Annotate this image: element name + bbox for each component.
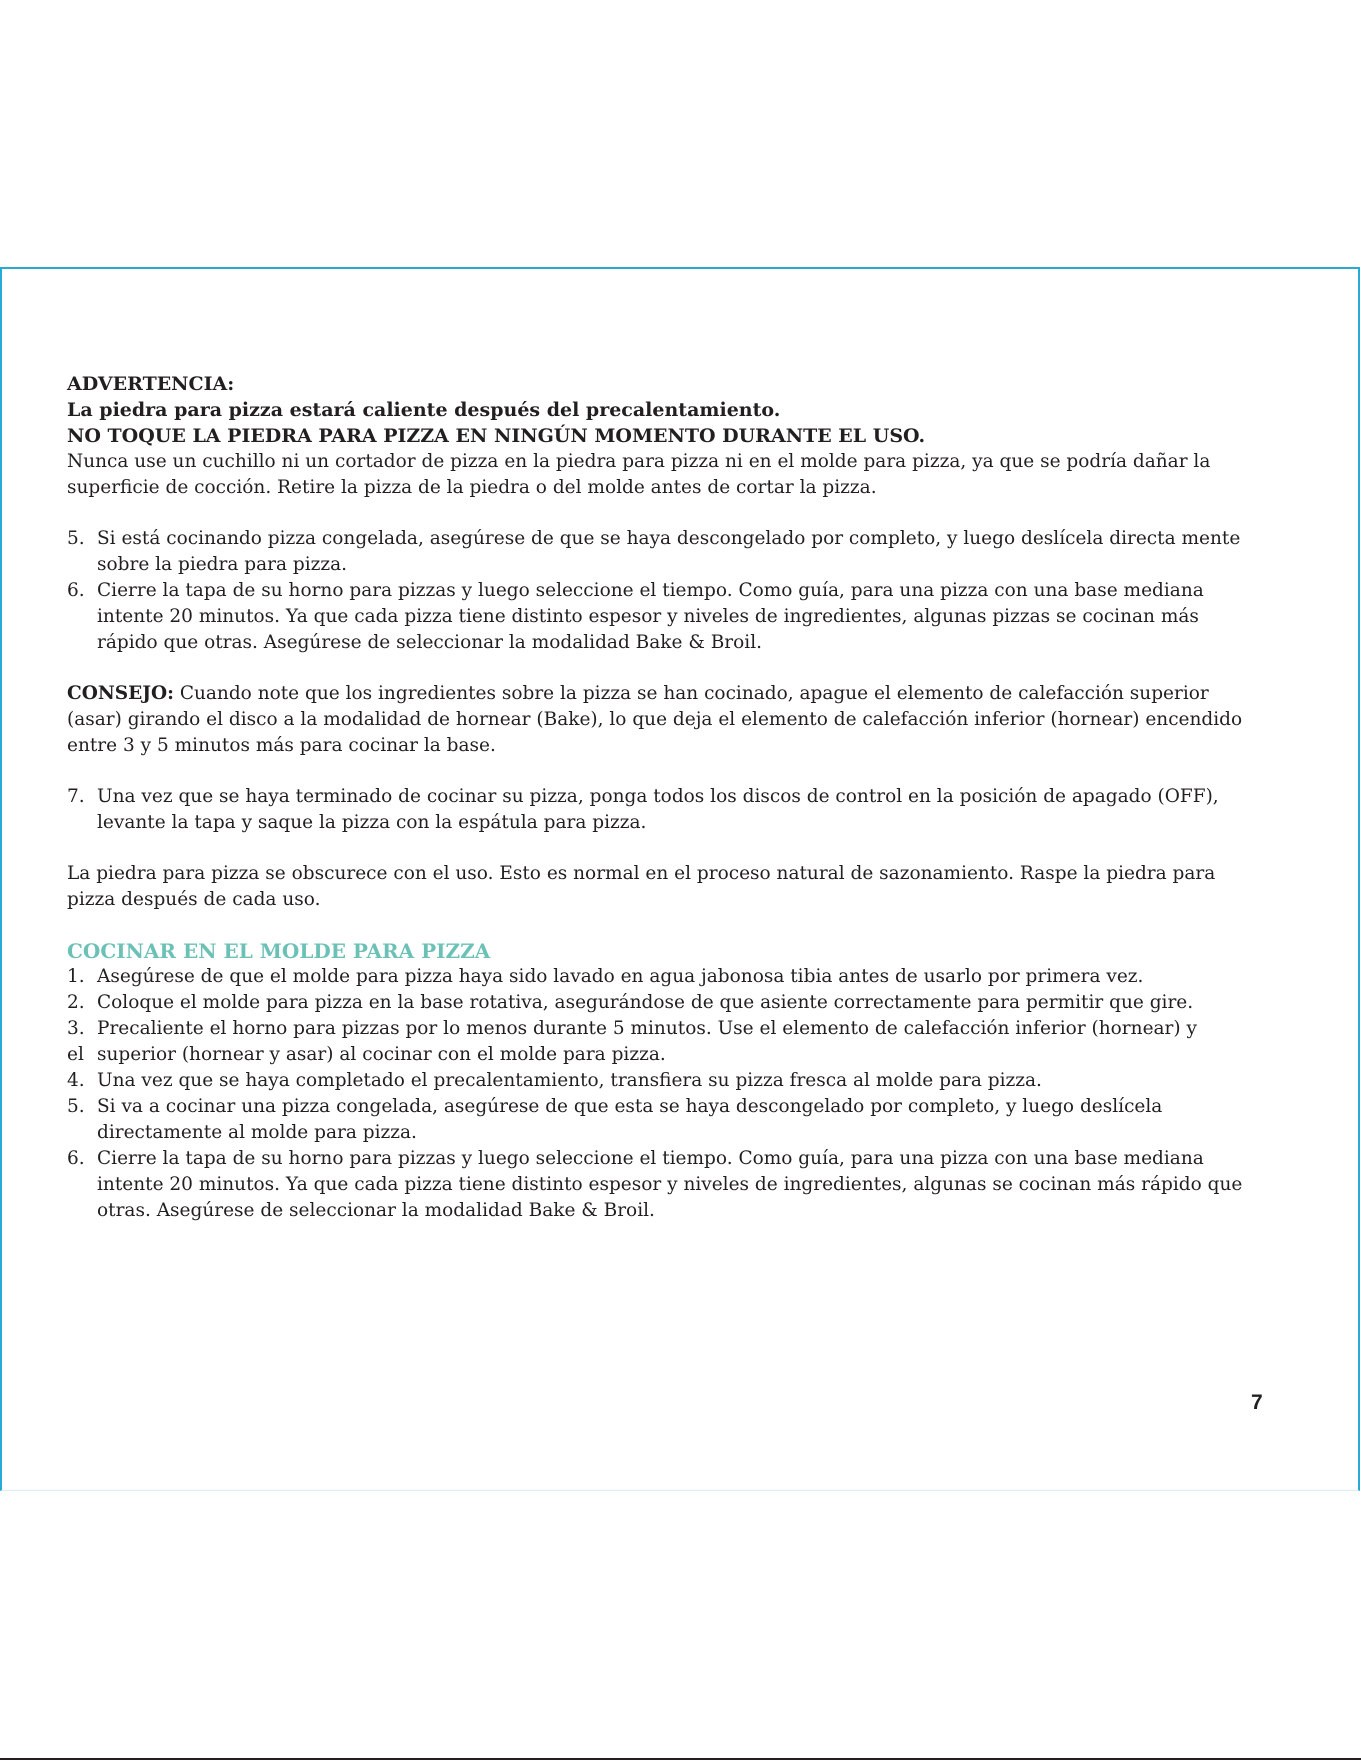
list-item	[67, 784, 1247, 836]
step-number: 2.	[67, 992, 85, 1013]
step-text-prefix: el	[67, 1044, 84, 1065]
list-item	[67, 990, 1247, 1016]
step-text: Asegúrese de que el molde para pizza haya sido lavado en agua jabonosa tibia antes de usarlo por primera vez.	[97, 966, 1144, 987]
list-item	[67, 1068, 1247, 1094]
step-number: 5.	[67, 528, 85, 549]
step-number: 5.	[67, 1096, 85, 1117]
page-number: 7	[1251, 1391, 1263, 1414]
list-item	[67, 578, 1247, 656]
spacer	[67, 836, 1247, 861]
step-text: Una vez que se haya terminado de cocinar su pizza, ponga todos los discos de control en la posición de apagado (OFF), levante la tapa y saque la pizza con la espátula para pizza.	[97, 786, 1219, 833]
step-text-line-2: superior (hornear y asar) al cocinar con el molde para pizza.	[97, 1044, 666, 1065]
step-number: 1.	[67, 966, 85, 987]
tip-paragraph	[67, 681, 1247, 759]
step-text-line-1: Precaliente el horno para pizzas por lo menos durante 5 minutos. Use el elemento de calefacción inferior (hornear) y	[97, 1018, 1197, 1039]
step-number: 6.	[67, 580, 85, 601]
spacer	[67, 656, 1247, 681]
step-number: 4.	[67, 1070, 85, 1091]
tip-text: Cuando note que los ingredientes sobre la pizza se han cocinado, apague el elemento de calefacción superior (asar) girando el disco a la modalidad de hornear (Bake), lo que deja el elemento de calefacción inferior (hornear) encendido entre 3 y 5 minutos más para cocinar la base.	[67, 683, 1243, 756]
step-number: 6.	[67, 1148, 85, 1169]
warning-title: ADVERTENCIA:	[67, 373, 235, 395]
pan-section-heading: COCINAR EN EL MOLDE PARA PIZZA	[67, 939, 491, 963]
stone-steps-list	[67, 526, 1247, 656]
document-body	[67, 371, 1247, 1224]
step-7-list	[67, 784, 1247, 836]
spacer	[67, 759, 1247, 784]
step-text: Cierre la tapa de su horno para pizzas y luego seleccione el tiempo. Como guía, para una pizza con una base mediana intente 20 minutos. Ya que cada pizza tiene distinto espesor y niveles de ingredientes, algunas se cocinan más rápido que otras. Asegúrese de seleccionar la modalidad Bake & Broil.	[97, 1148, 1243, 1221]
warning-line-do-not-touch: NO TOQUE LA PIEDRA PARA PIZZA EN NINGÚN MOMENTO DURANTE EL USO.	[67, 425, 926, 447]
pan-steps-list	[67, 964, 1247, 1224]
list-item	[67, 1146, 1247, 1224]
step-text: Coloque el molde para pizza en la base rotativa, asegurándose de que asiente correctamente para permitir que gire.	[97, 992, 1194, 1013]
seasoning-note: La piedra para pizza se obscurece con el uso. Esto es normal en el proceso natural de sazonamiento. Raspe la piedra para pizza después de cada uso.	[67, 863, 1216, 910]
spacer	[67, 501, 1247, 526]
tip-label: CONSEJO:	[67, 683, 174, 704]
step-text: Si va a cocinar una pizza congelada, asegúrese de que esta se haya descongelado por completo, y luego deslícela directamente al molde para pizza.	[97, 1096, 1163, 1143]
step-text: Una vez que se haya completado el precalentamiento, transfiera su pizza fresca al molde para pizza.	[97, 1070, 1042, 1091]
list-item	[67, 1016, 1247, 1068]
list-item	[67, 526, 1247, 578]
step-text: Cierre la tapa de su horno para pizzas y luego seleccione el tiempo. Como guía, para una pizza con una base mediana intente 20 minutos. Ya que cada pizza tiene distinto espesor y niveles de ingredientes, algunas pizzas se cocinan más rápido que otras. Asegúrese de seleccionar la modalidad Bake & Broil.	[97, 580, 1204, 653]
list-item	[67, 1094, 1247, 1146]
bottom-rule	[0, 1758, 1361, 1760]
step-text: Si está cocinando pizza congelada, asegúrese de que se haya descongelado por completo, y luego deslícela directa mente sobre la piedra para pizza.	[97, 528, 1241, 575]
step-number: 7.	[67, 786, 85, 807]
spacer	[67, 913, 1247, 938]
step-number: 3.	[67, 1018, 85, 1039]
warning-body: Nunca use un cuchillo ni un cortador de pizza en la piedra para pizza ni en el molde para pizza, ya que se podría dañar la superficie de cocción. Retire la pizza de la piedra o del molde antes de cortar la pizza.	[67, 451, 1211, 498]
list-item	[67, 964, 1247, 990]
warning-line-hot-stone: La piedra para pizza estará caliente después del precalentamiento.	[67, 399, 781, 421]
